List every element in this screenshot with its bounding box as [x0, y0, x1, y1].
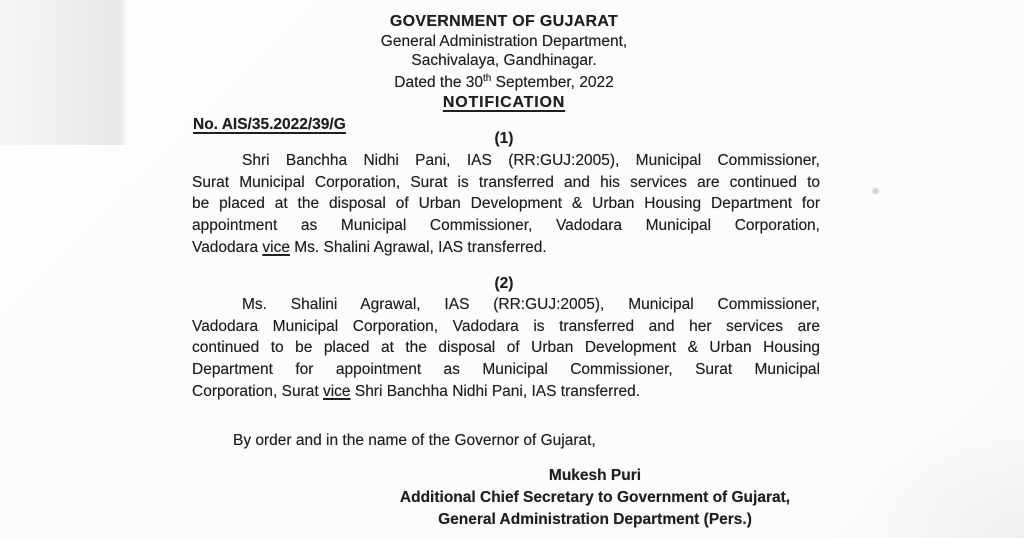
signatory-name: Mukesh Puri	[548, 467, 642, 484]
paragraph-line: Surat Municipal Corporation, Surat is transferred and his services are continued to	[192, 173, 820, 191]
scan-shading-artifact	[854, 418, 1024, 538]
date-ordinal-suffix: th	[483, 73, 492, 84]
paragraph-line: Corporation, Surat vice Shri Banchha Nidhi Pani, IAS transferred.	[192, 382, 641, 400]
paragraph-line: be placed at the disposal of Urban Development & Urban Housing Department for	[192, 195, 820, 213]
paragraph-1	[192, 150, 820, 259]
paragraph-line: Department for appointment as Municipal Commissioner, Surat Municipal	[192, 361, 820, 379]
vice-term: vice	[322, 382, 351, 400]
signature-block	[335, 465, 855, 531]
paragraph-1-number: (1)	[494, 130, 514, 147]
paragraph-line: Vadodara Municipal Corporation, Vadodara is transferred and her services are	[192, 317, 820, 335]
paragraph-2-number: (2)	[494, 275, 514, 292]
reference-number: No. AIS/35.2022/39/G	[193, 116, 346, 133]
paragraph-line: Vadodara vice Ms. Shalini Agrawal, IAS transferred.	[192, 238, 547, 256]
vice-term: vice	[262, 238, 290, 256]
document-date	[0, 70, 1008, 93]
paragraph-2	[192, 294, 820, 403]
office-address: Sachivalaya, Gandhinagar.	[411, 51, 597, 69]
notification-title: NOTIFICATION	[442, 94, 566, 111]
paragraph-line: Ms. Shalini Agrawal, IAS (RR:GUJ:2005), Municipal Commissioner,	[242, 296, 820, 313]
scan-dot-artifact	[872, 188, 879, 194]
date-text: Dated the 30	[394, 74, 484, 92]
paragraph-line: Shri Banchha Nidhi Pani, IAS (RR:GUJ:2005), Municipal Commissioner,	[242, 152, 820, 169]
paragraph-line: continued to be placed at the disposal of Urban Development & Urban Housing	[192, 339, 820, 357]
department-name: General Administration Department,	[380, 33, 628, 50]
paragraph-line: appointment as Municipal Commissioner, Vadodara Municipal Corporation,	[192, 217, 820, 235]
signatory-department: General Administration Department (Pers.)	[438, 511, 752, 528]
letterhead	[0, 11, 1008, 93]
date-text: September, 2022	[491, 74, 614, 92]
closing-statement: By order and in the name of the Governor of Gujarat,	[233, 432, 596, 449]
signatory-designation: Additional Chief Secretary to Government of Gujarat,	[399, 489, 791, 506]
government-name: GOVERNMENT OF GUJARAT	[389, 13, 619, 30]
